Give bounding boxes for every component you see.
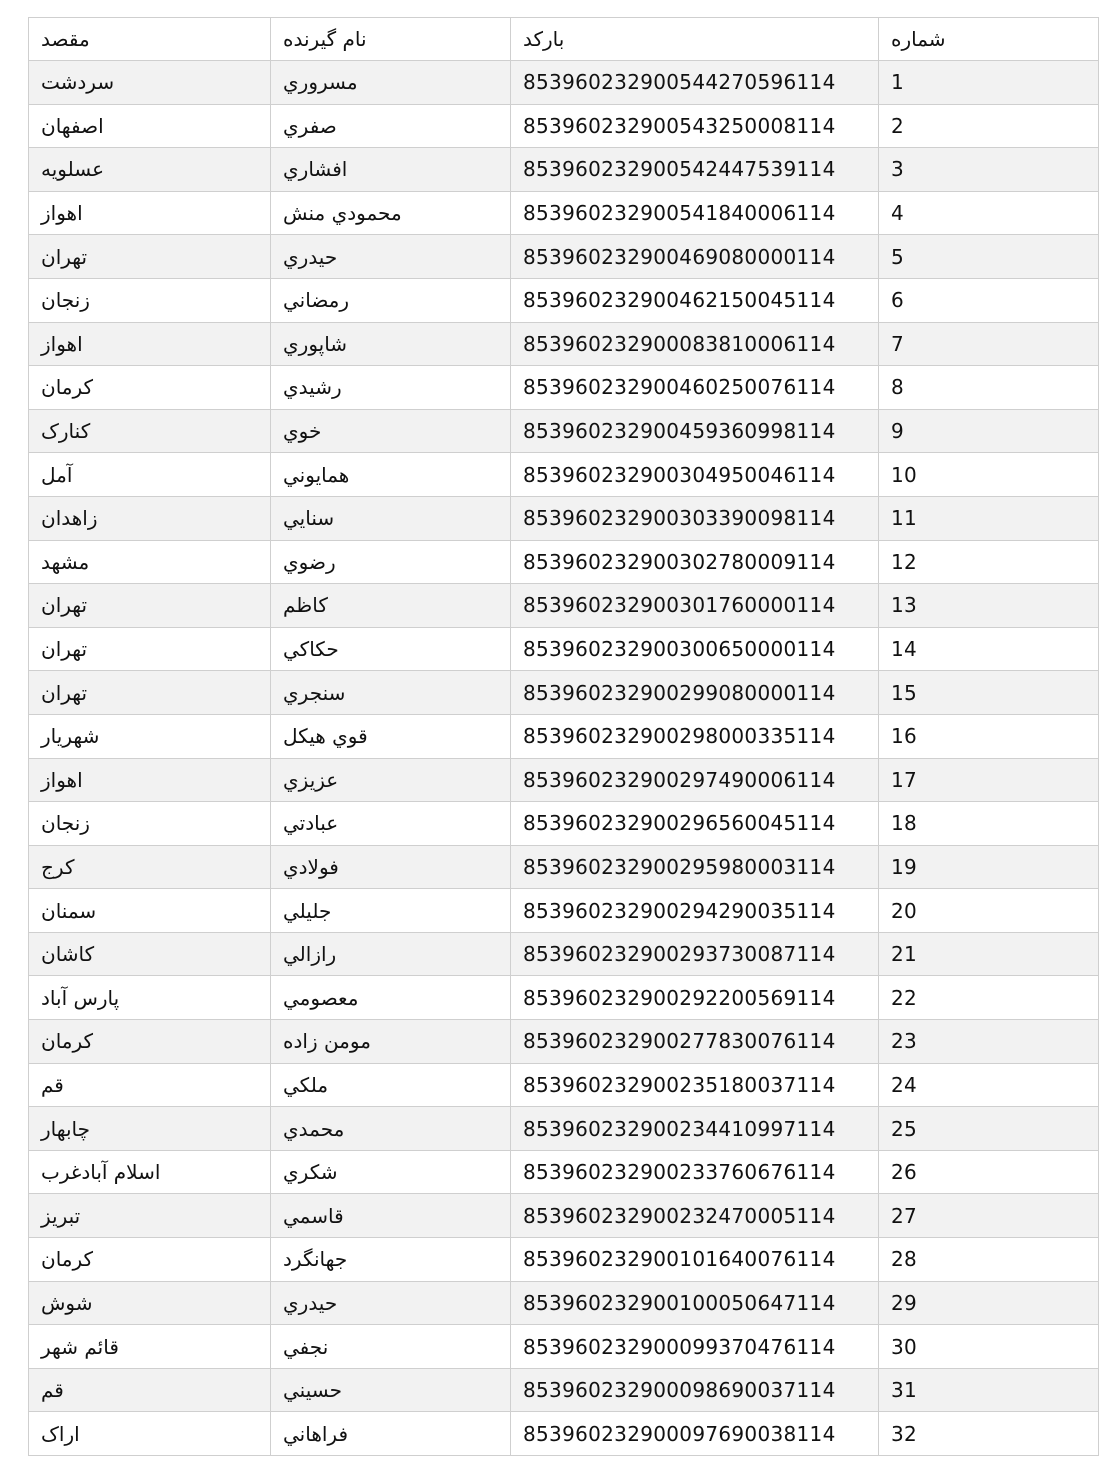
shipments-table [28,17,1099,1456]
barcode-cell: 853960232900304950046114 [511,453,879,497]
destination-cell: اصفهان [29,104,271,148]
destination-cell: قائم شهر [29,1325,271,1369]
row-number-cell: 3 [879,148,1099,192]
row-number-cell: 31 [879,1368,1099,1412]
destination-cell: زنجان [29,802,271,846]
barcode-cell: 853960232900542447539114 [511,148,879,192]
table-row [29,1281,1099,1325]
recipient-name-cell: عزيزي [271,758,511,802]
recipient-name-cell: رمضاني [271,278,511,322]
recipient-name-cell: رازالي [271,932,511,976]
destination-cell: تهران [29,584,271,628]
recipient-name-cell: مومن زاده [271,1020,511,1064]
row-number-cell: 20 [879,889,1099,933]
table-row [29,496,1099,540]
row-number-cell: 12 [879,540,1099,584]
destination-cell: تهران [29,671,271,715]
recipient-name-cell: ملکي [271,1063,511,1107]
barcode-cell: 853960232900462150045114 [511,278,879,322]
barcode-cell: 853960232900101640076114 [511,1238,879,1282]
destination-cell: عسلويه [29,148,271,192]
barcode-cell: 853960232900292200569114 [511,976,879,1020]
table-row [29,191,1099,235]
row-number-cell: 4 [879,191,1099,235]
barcode-cell: 853960232900277830076114 [511,1020,879,1064]
row-number-cell: 1 [879,61,1099,105]
destination-cell: اهواز [29,191,271,235]
table-row [29,932,1099,976]
row-number-cell: 26 [879,1150,1099,1194]
header-barcode: بارکد [511,18,879,61]
destination-cell: اسلام آبادغرب [29,1150,271,1194]
recipient-name-cell: قوي هيکل [271,714,511,758]
barcode-cell: 853960232900297490006114 [511,758,879,802]
row-number-cell: 29 [879,1281,1099,1325]
destination-cell: سمنان [29,889,271,933]
destination-cell: اراک [29,1412,271,1456]
barcode-cell: 853960232900460250076114 [511,366,879,410]
destination-cell: پارس آباد [29,976,271,1020]
destination-cell: سردشت [29,61,271,105]
table-row [29,366,1099,410]
table-row [29,627,1099,671]
table-row [29,889,1099,933]
barcode-cell: 853960232900303390098114 [511,496,879,540]
row-number-cell: 17 [879,758,1099,802]
recipient-name-cell: حسيني [271,1368,511,1412]
barcode-cell: 853960232900099370476114 [511,1325,879,1369]
recipient-name-cell: شاپوري [271,322,511,366]
row-number-cell: 8 [879,366,1099,410]
table-row [29,802,1099,846]
table-row [29,671,1099,715]
destination-cell: کرج [29,845,271,889]
recipient-name-cell: جليلي [271,889,511,933]
barcode-cell: 853960232900294290035114 [511,889,879,933]
row-number-cell: 28 [879,1238,1099,1282]
recipient-name-cell: شکري [271,1150,511,1194]
row-number-cell: 23 [879,1020,1099,1064]
destination-cell: اهواز [29,322,271,366]
barcode-cell: 853960232900083810006114 [511,322,879,366]
destination-cell: قم [29,1368,271,1412]
destination-cell: قم [29,1063,271,1107]
row-number-cell: 10 [879,453,1099,497]
table-row [29,1020,1099,1064]
table-row [29,1194,1099,1238]
recipient-name-cell: فراهاني [271,1412,511,1456]
row-number-cell: 11 [879,496,1099,540]
row-number-cell: 5 [879,235,1099,279]
table-row [29,1368,1099,1412]
barcode-cell: 853960232900097690038114 [511,1412,879,1456]
table-row [29,540,1099,584]
recipient-name-cell: همايوني [271,453,511,497]
barcode-cell: 853960232900295980003114 [511,845,879,889]
table-row [29,1063,1099,1107]
destination-cell: زاهدان [29,496,271,540]
row-number-cell: 18 [879,802,1099,846]
barcode-cell: 853960232900232470005114 [511,1194,879,1238]
row-number-cell: 32 [879,1412,1099,1456]
table-row [29,453,1099,497]
table-row [29,1412,1099,1456]
barcode-cell: 853960232900233760676114 [511,1150,879,1194]
destination-cell: کاشان [29,932,271,976]
row-number-cell: 14 [879,627,1099,671]
barcode-cell: 853960232900234410997114 [511,1107,879,1151]
table-row [29,61,1099,105]
barcode-cell: 853960232900100050647114 [511,1281,879,1325]
table-row [29,584,1099,628]
header-recipient-name: نام گیرنده [271,18,511,61]
barcode-cell: 853960232900301760000114 [511,584,879,628]
table-row [29,322,1099,366]
table-row [29,235,1099,279]
row-number-cell: 7 [879,322,1099,366]
table-row [29,104,1099,148]
row-number-cell: 9 [879,409,1099,453]
recipient-name-cell: حيدري [271,1281,511,1325]
row-number-cell: 22 [879,976,1099,1020]
table-row [29,1238,1099,1282]
table-row [29,845,1099,889]
header-destination: مقصد [29,18,271,61]
destination-cell: آمل [29,453,271,497]
barcode-cell: 853960232900543250008114 [511,104,879,148]
row-number-cell: 19 [879,845,1099,889]
barcode-cell: 853960232900469080000114 [511,235,879,279]
barcode-cell: 853960232900300650000114 [511,627,879,671]
barcode-cell: 853960232900299080000114 [511,671,879,715]
recipient-name-cell: محمودي منش [271,191,511,235]
barcode-cell: 853960232900293730087114 [511,932,879,976]
table-row [29,278,1099,322]
table-row [29,714,1099,758]
recipient-name-cell: عبادتي [271,802,511,846]
destination-cell: کرمان [29,1238,271,1282]
recipient-name-cell: حيدري [271,235,511,279]
recipient-name-cell: نجفي [271,1325,511,1369]
barcode-cell: 853960232900235180037114 [511,1063,879,1107]
table-row [29,148,1099,192]
table-header-row [29,18,1099,61]
recipient-name-cell: جهانگرد [271,1238,511,1282]
destination-cell: چابهار [29,1107,271,1151]
recipient-name-cell: سنايي [271,496,511,540]
table-row [29,976,1099,1020]
row-number-cell: 21 [879,932,1099,976]
table-row [29,409,1099,453]
recipient-name-cell: سنجري [271,671,511,715]
barcode-cell: 853960232900544270596114 [511,61,879,105]
table-row [29,758,1099,802]
recipient-name-cell: قاسمي [271,1194,511,1238]
destination-cell: اهواز [29,758,271,802]
recipient-name-cell: محمدي [271,1107,511,1151]
row-number-cell: 27 [879,1194,1099,1238]
barcode-cell: 853960232900459360998114 [511,409,879,453]
row-number-cell: 15 [879,671,1099,715]
barcode-cell: 853960232900298000335114 [511,714,879,758]
destination-cell: شوش [29,1281,271,1325]
row-number-cell: 24 [879,1063,1099,1107]
recipient-name-cell: رشيدي [271,366,511,410]
table-row [29,1150,1099,1194]
destination-cell: تهران [29,235,271,279]
row-number-cell: 25 [879,1107,1099,1151]
barcode-cell: 853960232900302780009114 [511,540,879,584]
destination-cell: زنجان [29,278,271,322]
row-number-cell: 13 [879,584,1099,628]
destination-cell: کرمان [29,1020,271,1064]
recipient-name-cell: رضوي [271,540,511,584]
recipient-name-cell: حکاکي [271,627,511,671]
table-row [29,1325,1099,1369]
destination-cell: کرمان [29,366,271,410]
destination-cell: کنارک [29,409,271,453]
destination-cell: مشهد [29,540,271,584]
table-row [29,1107,1099,1151]
recipient-name-cell: مسروري [271,61,511,105]
table-body [29,61,1099,1456]
destination-cell: تهران [29,627,271,671]
recipient-name-cell: صفري [271,104,511,148]
barcode-cell: 853960232900296560045114 [511,802,879,846]
barcode-cell: 853960232900098690037114 [511,1368,879,1412]
recipient-name-cell: معصومي [271,976,511,1020]
recipient-name-cell: کاظم [271,584,511,628]
destination-cell: تبريز [29,1194,271,1238]
recipient-name-cell: افشاري [271,148,511,192]
row-number-cell: 2 [879,104,1099,148]
row-number-cell: 16 [879,714,1099,758]
recipient-name-cell: خوي [271,409,511,453]
row-number-cell: 30 [879,1325,1099,1369]
destination-cell: شهريار [29,714,271,758]
row-number-cell: 6 [879,278,1099,322]
recipient-name-cell: فولادي [271,845,511,889]
header-number: شماره [879,18,1099,61]
barcode-cell: 853960232900541840006114 [511,191,879,235]
